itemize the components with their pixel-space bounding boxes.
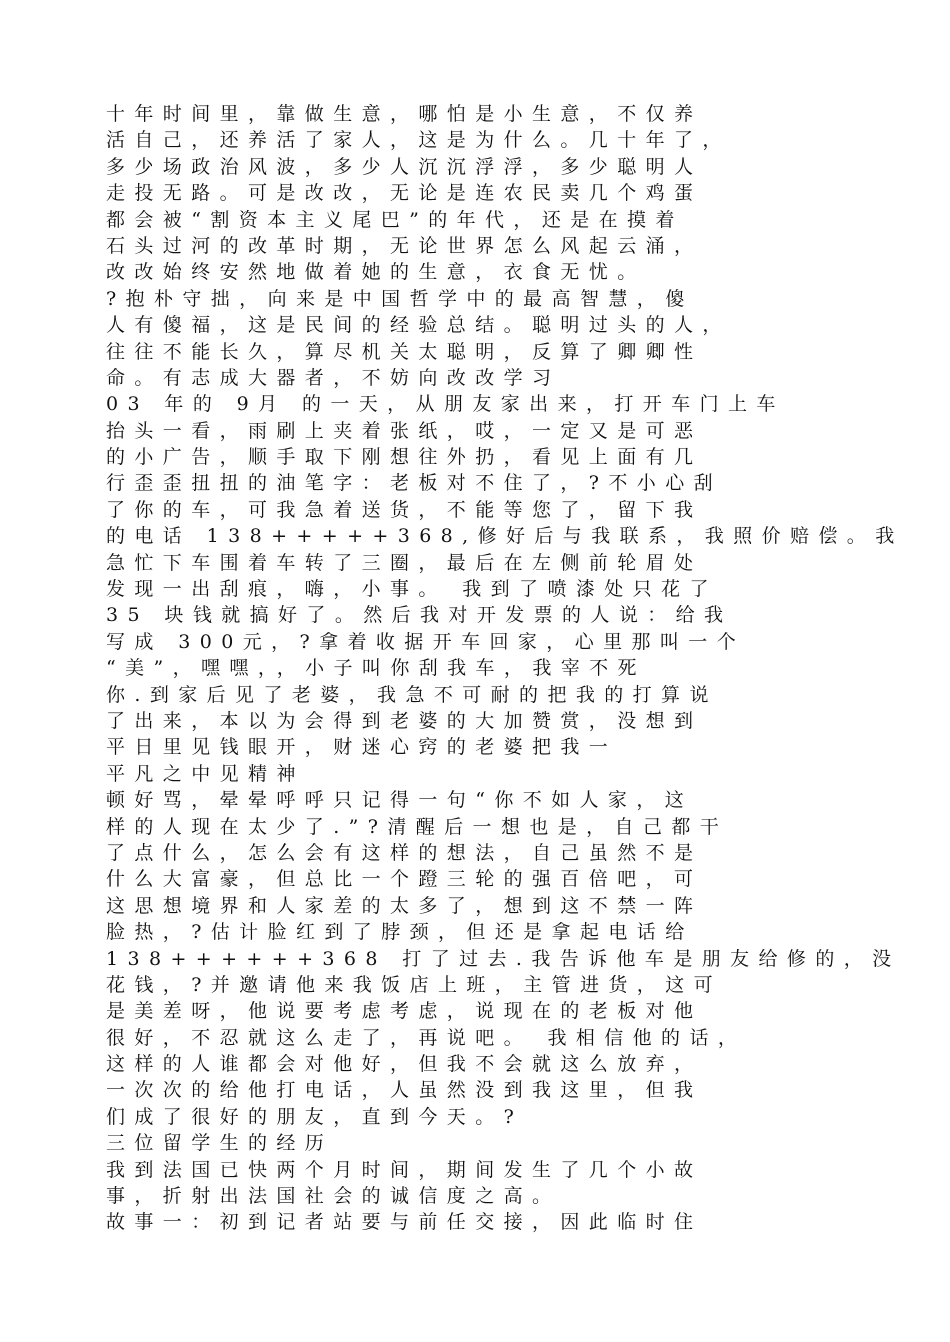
text-line: 我到法国已快两个月时间，期间发生了几个小故 (106, 1158, 703, 1181)
text-line: 行歪歪扭扭的油笔字：老板对不住了，?不小心刮 (106, 472, 722, 495)
text-line: 样的人现在太少了.”?清醒后一想也是，自己都干 (106, 815, 729, 838)
text-line: 石头过河的改革时期，无论世界怎么风起云涌， (106, 234, 703, 257)
text-line: 35 块钱就搞好了。然后我对开发票的人说：给我 (106, 604, 733, 627)
text-line: 们成了很好的朋友，直到今天。? (106, 1105, 524, 1128)
text-line: 急忙下车围着车转了三圈，最后在左侧前轮眉处 (106, 551, 703, 574)
text-line: 抬头一看，雨刷上夹着张纸，哎，一定又是可恶 (106, 419, 703, 442)
section-heading: 三位留学生的经历 (106, 1132, 334, 1155)
text-line: 花钱，?并邀请他来我饭店上班，主管进货，这可 (106, 973, 722, 996)
section-heading: 平凡之中见精神 (106, 762, 305, 785)
text-line: 改改始终安然地做着她的生意，衣食无忧。 (106, 261, 646, 284)
text-line: 平日里见钱眼开，财迷心窍的老婆把我一 (106, 736, 618, 759)
text-line: 走投无路。可是改改，无论是连农民卖几个鸡蛋 (106, 182, 703, 205)
text-line: 的小广告，顺手取下刚想往外扔，看见上面有几 (106, 446, 703, 469)
text-line: 人有傻福，这是民间的经验总结。聪明过头的人， (106, 314, 731, 337)
text-line: 多少场政治风波，多少人沉沉浮浮，多少聪明人 (106, 155, 703, 178)
text-line: 都会被“割资本主义尾巴”的年代，还是在摸着 (106, 208, 684, 231)
text-line: 写成 300元，?拿着收据开车回家，心里那叫一个 (106, 630, 746, 653)
text-line: “美”，嘿嘿，，小子叫你刮我车，我宰不死 (106, 657, 646, 680)
body-text (106, 101, 904, 1236)
text-line: 故事一：初到记者站要与前任交接，因此临时住 (106, 1211, 703, 1234)
text-line: 一次次的给他打电话，人虽然没到我这里，但我 (106, 1079, 703, 1102)
text-line: 事，折射出法国社会的诚信度之高。 (106, 1185, 561, 1208)
text-line: 了点什么，怎么会有这样的想法，自己虽然不是 (106, 841, 703, 864)
text-line: 顿好骂，晕晕呼呼只记得一句“你不如人家，这 (106, 789, 694, 812)
text-line: 什么大富豪，但总比一个蹬三轮的强百倍吧，可 (106, 868, 703, 891)
text-line: 脸热，?估计脸红到了脖颈，但还是拿起电话给 (106, 921, 694, 944)
text-line: 命。有志成大器者，不妨向改改学习 (106, 366, 561, 389)
text-line: 这思想境界和人家差的太多了，想到这不禁一阵 (106, 894, 703, 917)
text-line: 138++++++368 打了过去.我告诉他车是朋友给修的，没 (106, 947, 901, 970)
text-line: 你.到家后见了老婆，我急不可耐的把我的打算说 (106, 683, 718, 706)
text-line: 的电话 138+++++368,修好后与我联系，我照价赔偿。我 (106, 525, 904, 548)
text-line: 活自己，还养活了家人，这是为什么。几十年了， (106, 129, 731, 152)
text-line: 往往不能长久，算尽机关太聪明，反算了卿卿性 (106, 340, 703, 363)
text-line: 03 年的 9月 的一天，从朋友家出来，打开车门上车 (106, 393, 785, 416)
text-line: 很好，不忍就这么走了，再说吧。 我相信他的话， (106, 1026, 747, 1049)
text-line: ?抱朴守拙，向来是中国哲学中的最高智慧，傻 (106, 287, 694, 310)
text-line: 是美差呀，他说要考虑考虑，说现在的老板对他 (106, 1000, 703, 1023)
text-line: 发现一出刮痕，嗨，小事。 我到了喷漆处只花了 (106, 578, 718, 601)
text-line: 这样的人谁都会对他好，但我不会就这么放弃， (106, 1053, 703, 1076)
text-line: 了出来，本以为会得到老婆的大加赞赏，没想到 (106, 709, 703, 732)
text-line: 了你的车，可我急着送货，不能等您了，留下我 (106, 498, 703, 521)
text-line: 十年时间里，靠做生意，哪怕是小生意，不仅养 (106, 103, 703, 125)
